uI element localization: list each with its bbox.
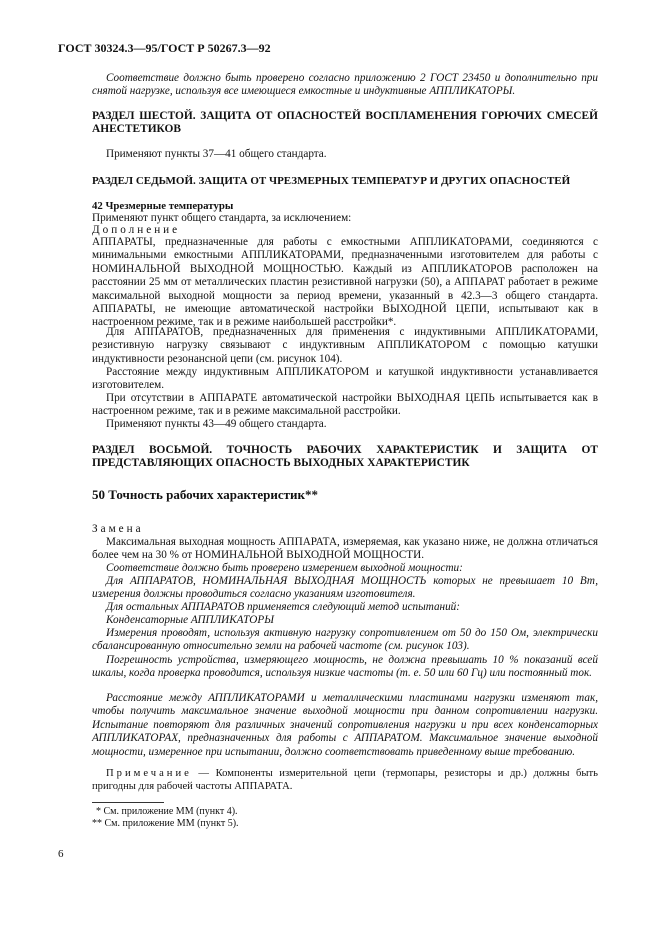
clause-42-heading: 42 Чрезмерные температуры [92, 200, 234, 212]
clause-50-paragraph-6: Измерения проводят, используя активную нагрузку сопротивлением от 50 до 150 Ом, электрически сбалансированную относительно земли на рабочей частоте (см. рисунок 103). [92, 627, 598, 653]
replacement-label: Замена [92, 523, 144, 535]
page-header: ГОСТ 30324.3—95/ГОСТ Р 50267.3—92 [58, 41, 271, 55]
clause-42-paragraph-3: Расстояние между индуктивным АППЛИКАТОРОМ и катушкой индуктивности устанавливается изготовителем. [92, 366, 598, 392]
footnote-divider [92, 802, 164, 803]
note-label: Примечание [106, 768, 192, 779]
section-8-title: РАЗДЕЛ ВОСЬМОЙ. ТОЧНОСТЬ РАБОЧИХ ХАРАКТЕРИСТИК И ЗАЩИТА ОТ ПРЕДСТАВЛЯЮЩИХ ОПАСНОСТЬ ВЫХОДНЫХ ХАРАКТЕРИСТИК [92, 444, 598, 470]
clause-42-paragraph-4: При отсутствии в АППАРАТЕ автоматической настройки ВЫХОДНАЯ ЦЕПЬ испытывается как в настроенном режиме, так и в режиме максимальной расстройки. [92, 392, 598, 418]
footnote-1: * См. приложение ММ (пункт 4). [96, 806, 238, 817]
section-6-text: Применяют пункты 37—41 общего стандарта. [106, 148, 327, 160]
clause-50-paragraph-2: Соответствие должно быть проверено измерением выходной мощности: [106, 562, 463, 574]
footnote-2: ** См. приложение ММ (пункт 5). [92, 818, 239, 829]
clause-42-intro: Применяют пункт общего стандарта, за исключением: [92, 212, 352, 224]
clause-42-paragraph-1: АППАРАТЫ, предназначенные для работы с емкостными АППЛИКАТОРАМИ, соединяются с минимальными емкостными АППЛИКАТОРАМИ, предназначенными изготовителем для работы с НОМИНАЛЬНОЙ ВЫХОДНОЙ МОЩНОСТЬЮ. Каждый из АППЛИКАТОРОВ расположен на расстоянии 25 мм от металлических пластин резистивной нагрузки (50), а АППАРАТ работает в режиме максимальной выходной мощности за период времени, указанный в 42.3—3 общего стандарта. АППАРАТЫ, не имеющие автоматической настройки ВЫХОДНОЙ ЦЕПИ, испытывают как в настроенном режиме, так и в режиме наибольшей расстройки*. [92, 236, 598, 329]
clause-42-paragraph-2: Для АППАРАТОВ, предназначенных для применения с индуктивными АППЛИКАТОРАМИ, резистивную нагрузку связывают с индуктивным АППЛИКАТОРОМ с помощью катушки индуктивности резонансной цепи (см. рисунок 104). [92, 326, 598, 365]
intro-paragraph: Соответствие должно быть проверено согласно приложению 2 ГОСТ 23450 и дополнительно при снятой нагрузке, используя все имеющиеся емкостные и индуктивные АППЛИКАТОРЫ. [92, 72, 598, 98]
clause-50-heading: 50 Точность рабочих характеристик** [92, 487, 318, 502]
clause-42-paragraph-5: Применяют пункты 43—49 общего стандарта. [106, 418, 327, 430]
clause-50-paragraph-1: Максимальная выходная мощность АППАРАТА, измеряемая, как указано ниже, не должна отличаться более чем на 30 % от НОМИНАЛЬНОЙ ВЫХОДНОЙ МОЩНОСТИ. [92, 536, 598, 562]
addition-label: Дополнение [92, 224, 181, 236]
clause-50-paragraph-3: Для АППАРАТОВ, НОМИНАЛЬНАЯ ВЫХОДНАЯ МОЩНОСТЬ которых не превышает 10 Вт, измерения должны проводиться согласно указаниям изготовителя. [92, 575, 598, 601]
section-7-title: РАЗДЕЛ СЕДЬМОЙ. ЗАЩИТА ОТ ЧРЕЗМЕРНЫХ ТЕМПЕРАТУР И ДРУГИХ ОПАСНОСТЕЙ [92, 175, 571, 187]
note [92, 767, 598, 794]
page-number: 6 [58, 848, 64, 860]
clause-50-paragraph-7: Погрешность устройства, измеряющего мощность, не должна превышать 10 % показаний всей шкалы, когда проверка проводится, используя низкие частоты (т. е. 50 или 60 Гц) или постоянный ток. [92, 654, 598, 680]
clause-50-paragraph-8: Расстояние между АППЛИКАТОРАМИ и металлическими пластинами нагрузки изменяют так, чтобы получить максимальное значение выходной мощности при данном сопротивлении нагрузки. Испытание повторяют для различных значений сопротивления нагрузки и при всех конденсаторных АППЛИКАТОРАХ, предназначенных для работы с АППАРАТОМ. Максимальное значение выходной мощности, измеренное при испытании, должно соответствовать приведенному выше требованию. [92, 692, 598, 758]
clause-50-paragraph-5: Конденсаторные АППЛИКАТОРЫ [106, 614, 274, 626]
clause-50-paragraph-4: Для остальных АППАРАТОВ применяется следующий метод испытаний: [106, 601, 460, 613]
section-6-title: РАЗДЕЛ ШЕСТОЙ. ЗАЩИТА ОТ ОПАСНОСТЕЙ ВОСПЛАМЕНЕНИЯ ГОРЮЧИХ СМЕСЕЙ АНЕСТЕТИКОВ [92, 110, 598, 136]
note-text: — Компоненты измерительной цепи (термопары, резисторы и др.) должны быть пригодны для рабочей частоты АППАРАТА. [92, 768, 598, 793]
